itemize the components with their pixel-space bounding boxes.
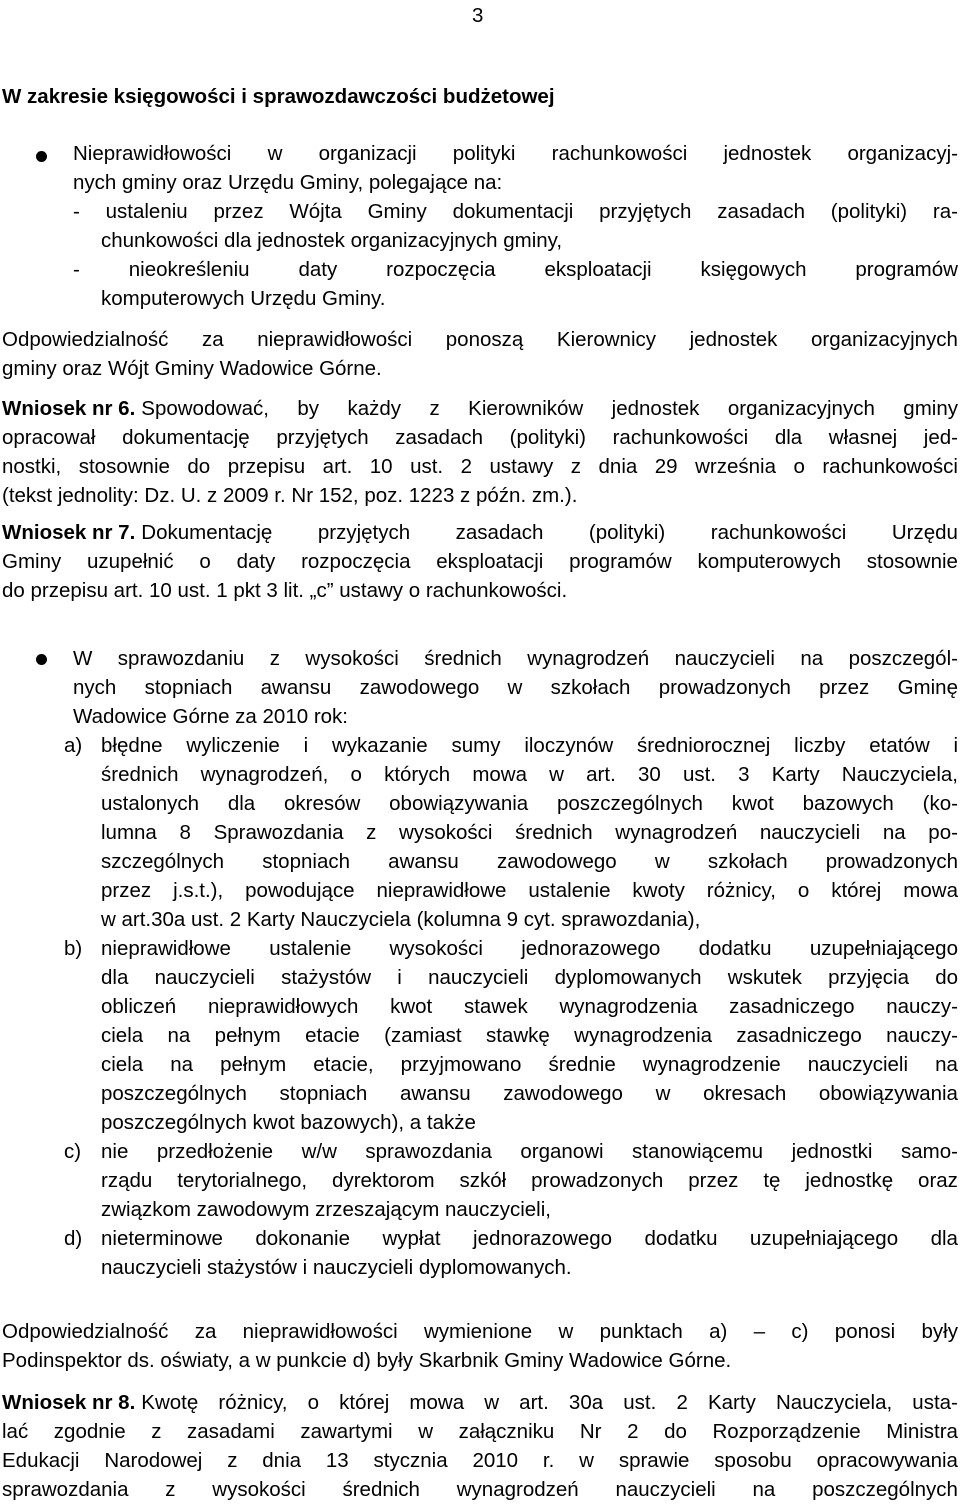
list-marker: b)	[64, 937, 83, 960]
text-line: rządu terytorialnego, dyrektorom szkół prowadzonych przez tę jednostkę oraz	[101, 1169, 958, 1192]
text-line: średnich wynagrodzeń, o których mowa w art. 30 ust. 3 Karty Nauczyciela,	[101, 763, 958, 786]
text-line: lać zgodnie z zasadami zawartymi w załączniku Nr 2 do Rozporządzenie Ministra	[2, 1420, 958, 1443]
text-line: nostki, stosownie do przepisu art. 10 ust. 2 ustawy z dnia 29 września o rachunkowości	[2, 455, 958, 478]
text-line: chunkowości dla jednostek organizacyjnych gminy,	[101, 229, 563, 252]
wniosek-label: Wniosek nr 7.	[2, 521, 136, 544]
bullet-icon	[36, 654, 47, 665]
text-line: dla nauczycieli stażystów i nauczycieli dyplomowanych wskutek przyjęcia do	[101, 966, 958, 989]
text-line: Kwotę różnicy, o której mowa w art. 30a ust. 2 Karty Nauczyciela, usta-	[141, 1391, 958, 1414]
text-line: Dokumentację przyjętych zasadach (polityki) rachunkowości Urzędu	[141, 521, 958, 544]
text-line: nieterminowe dokonanie wypłat jednorazowego dodatku uzupełniającego dla	[101, 1227, 958, 1250]
text-line: ciela na pełnym etacie, przyjmowano średnie wynagrodzenie nauczycieli na	[101, 1053, 958, 1076]
text-line: W sprawozdaniu z wysokości średnich wynagrodzeń nauczycieli na poszczegól-	[73, 647, 958, 670]
text-line: nie przedłożenie w/w sprawozdania organowi stanowiącemu jednostki samo-	[101, 1140, 958, 1163]
text-line: - ustaleniu przez Wójta Gminy dokumentacji przyjętych zasadach (polityki) ra-	[73, 200, 958, 223]
text-line: Odpowiedzialność za nieprawidłowości ponoszą Kierownicy jednostek organizacyjnych	[2, 328, 958, 351]
page-number: 3	[472, 4, 484, 27]
list-marker: a)	[64, 734, 83, 757]
text-line: w art.30a ust. 2 Karty Nauczyciela (kolumna 9 cyt. sprawozdania),	[101, 908, 701, 931]
text-line: Nieprawidłowości w organizacji polityki rachunkowości jednostek organizacyj-	[73, 142, 958, 165]
text-line: nych gminy oraz Urzędu Gminy, polegające na:	[73, 171, 503, 194]
text-line: ciela na pełnym etacie (zamiast stawkę wynagrodzenia zasadniczego nauczy-	[101, 1024, 958, 1047]
list-marker: c)	[64, 1140, 82, 1163]
text-line: lumna 8 Sprawozdania z wysokości średnich wynagrodzeń nauczycieli na po-	[101, 821, 958, 844]
section-heading: W zakresie księgowości i sprawozdawczości budżetowej	[2, 85, 555, 108]
text-line: ustalonych dla okresów obowiązywania poszczególnych kwot bazowych (ko-	[101, 792, 958, 815]
text-line: Edukacji Narodowej z dnia 13 stycznia 2010 r. w sprawie sposobu opracowywania	[2, 1449, 958, 1472]
text-line: szczególnych stopniach awansu zawodowego w szkołach prowadzonych	[101, 850, 958, 873]
text-line: Gminy uzupełnić o daty rozpoczęcia eksploatacji programów komputerowych stosownie	[2, 550, 958, 573]
text-line: błędne wyliczenie i wykazanie sumy iloczynów średniorocznej liczby etatów i	[101, 734, 958, 757]
text-line: do przepisu art. 10 ust. 1 pkt 3 lit. „c” ustawy o rachunkowości.	[2, 579, 568, 602]
bullet-icon	[36, 151, 47, 162]
wniosek-label: Wniosek nr 8.	[2, 1391, 136, 1414]
text-line: opracował dokumentację przyjętych zasadach (polityki) rachunkowości dla własnej jed-	[2, 426, 958, 449]
text-line: Spowodować, by każdy z Kierowników jednostek organizacyjnych gminy	[141, 397, 958, 420]
text-line: obliczeń nieprawidłowych kwot stawek wynagrodzenia zasadniczego nauczy-	[101, 995, 958, 1018]
text-line: związkom zawodowym zrzeszającym nauczycieli,	[101, 1198, 551, 1221]
text-line: (tekst jednolity: Dz. U. z 2009 r. Nr 152, poz. 1223 z późn. zm.).	[2, 484, 578, 507]
wniosek-label: Wniosek nr 6.	[2, 397, 136, 420]
text-line: nych stopniach awansu zawodowego w szkołach prowadzonych przez Gminę	[73, 676, 958, 699]
text-line: Wadowice Górne za 2010 rok:	[73, 705, 348, 728]
text-line: poszczególnych kwot bazowych), a także	[101, 1111, 476, 1134]
text-line: - nieokreśleniu daty rozpoczęcia eksploatacji księgowych programów	[73, 258, 958, 281]
text-line: nieprawidłowe ustalenie wysokości jednorazowego dodatku uzupełniającego	[101, 937, 958, 960]
text-line: nauczycieli stażystów i nauczycieli dyplomowanych.	[101, 1256, 572, 1279]
list-marker: d)	[64, 1227, 83, 1250]
text-line: komputerowych Urzędu Gminy.	[101, 287, 386, 310]
text-line: sprawozdania z wysokości średnich wynagrodzeń nauczycieli na poszczególnych	[2, 1478, 958, 1501]
text-line: gminy oraz Wójt Gminy Wadowice Górne.	[2, 357, 382, 380]
text-line: poszczególnych stopniach awansu zawodowego w okresach obowiązywania	[101, 1082, 958, 1105]
text-line: Podinspektor ds. oświaty, a w punkcie d) były Skarbnik Gminy Wadowice Górne.	[2, 1349, 732, 1372]
text-line: przez j.s.t.), powodujące nieprawidłowe ustalenie kwoty różnicy, o której mowa	[101, 879, 958, 902]
text-line: Odpowiedzialność za nieprawidłowości wymienione w punktach a) – c) ponosi były	[2, 1320, 958, 1343]
